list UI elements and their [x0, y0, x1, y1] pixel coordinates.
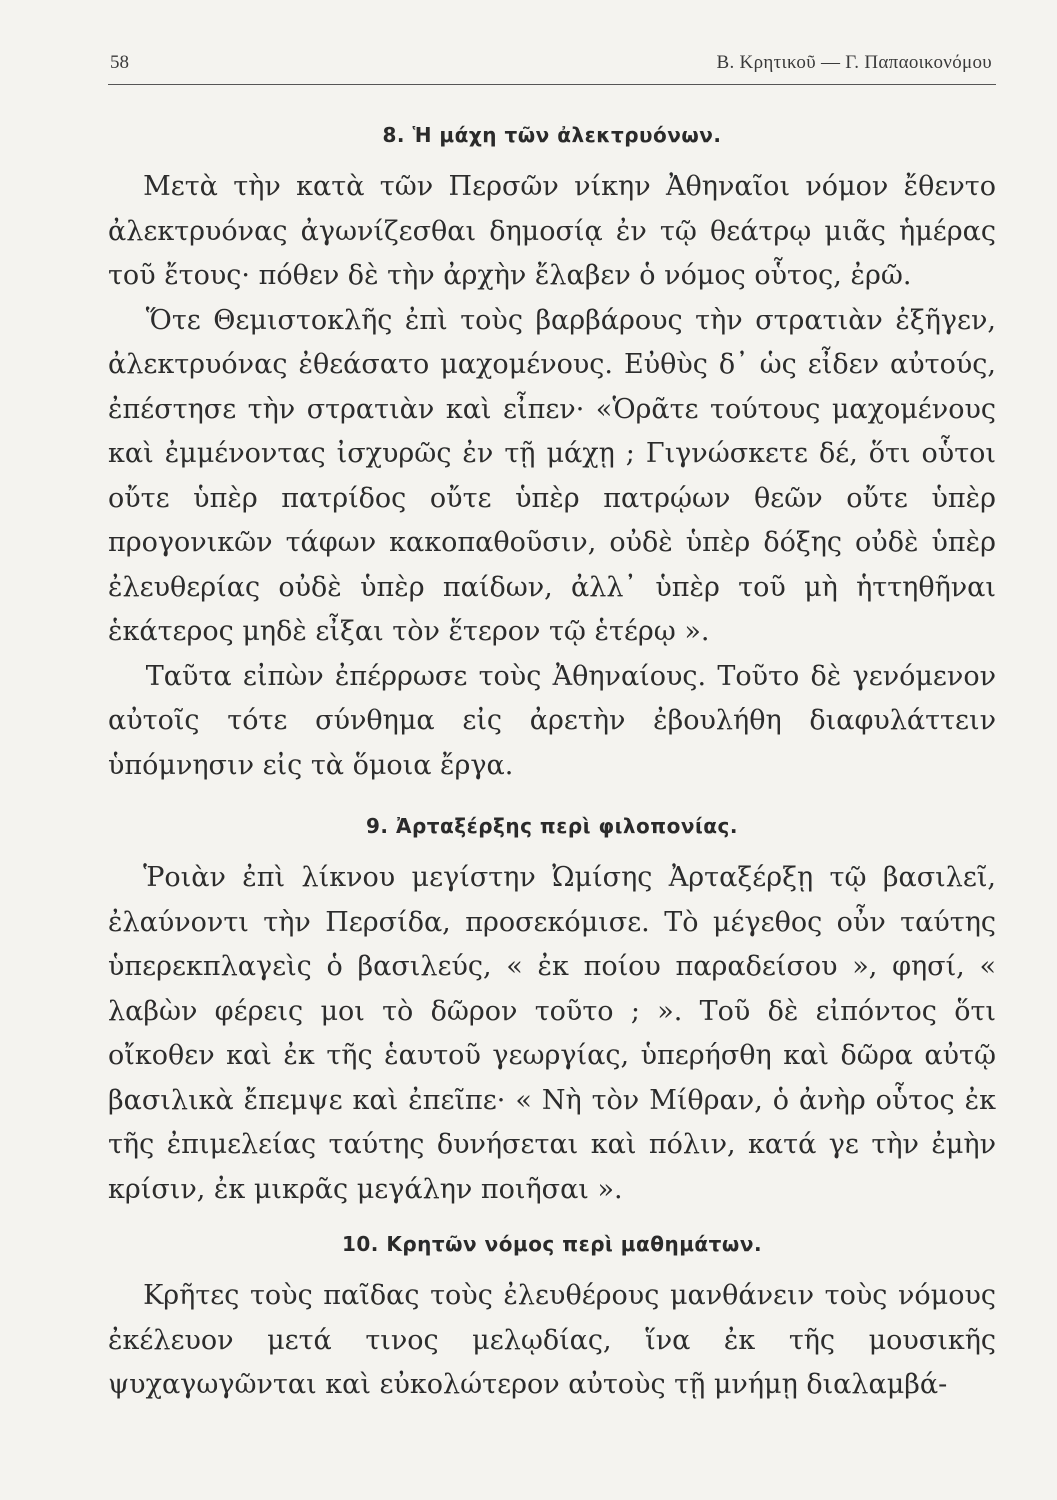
section-8-body: [108, 165, 996, 788]
paragraph: Ὅτε Θεμιστοκλῆς ἐπὶ τοὺς βαρβάρους τὴν στρατιὰν ἐξῆγεν, ἀλεκτρυόνας ἐθεάσατο μαχομένους. Εὐθὺς δ᾽ ὡς εἶδεν αὐτούς, ἐπέστησε τὴν στρατιὰν καὶ εἶπεν· «Ὁρᾶτε τούτους μαχομένους καὶ ἐμμένοντας ἰσχυρῶς ἐν τῇ μάχῃ ; Γιγνώσκετε δέ, ὅτι οὗτοι οὔτε ὑπὲρ πατρίδος οὔτε ὑπὲρ πατρῴων θεῶν οὔτε ὑπὲρ προγονικῶν τάφων κακοπαθοῦσιν, οὐδὲ ὑπὲρ δόξης οὐδὲ ὑπὲρ ἐλευθερίας οὐδὲ ὑπὲρ παίδων, ἀλλ᾽ ὑπὲρ τοῦ μὴ ἡττηθῆναι ἑκάτερος μηδὲ εἶξαι τὸν ἕτερον τῷ ἑτέρῳ ».: [108, 304, 996, 647]
paragraph: Ταῦτα εἰπὼν ἐπέρρωσε τοὺς Ἀθηναίους. Τοῦτο δὲ γενόμενον αὐτοῖς τότε σύνθημα εἰς ἀρετὴν ἐβουλήθη διαφυλάττειν ὑπόμνησιν εἰς τὰ ὅμοια ἔργα.: [108, 660, 996, 781]
section-10-title: 10. Κρητῶν νόμος περὶ μαθημάτων.: [341, 1232, 763, 1256]
section-9-title: 9. Ἀρταξέρξης περὶ φιλοπονίας.: [366, 814, 738, 838]
running-head-authors: Β. Κρητικοῦ — Γ. Παπαοικονόμου: [716, 52, 992, 73]
paragraph: Μετὰ τὴν κατὰ τῶν Περσῶν νίκην Ἀθηναῖοι νόμον ἔθεντο ἀλεκτρυόνας ἀγωνίζεσθαι δημοσίᾳ ἐν τῷ θεάτρῳ μιᾶς ἡμέρας τοῦ ἔτους· πόθεν δὲ τὴν ἀρχὴν ἔλαβεν ὁ νόμος οὗτος, ἐρῶ.: [108, 171, 996, 291]
paragraph: Κρῆτες τοὺς παῖδας τοὺς ἐλευθέρους μανθάνειν τοὺς νόμους ἐκέλευον μετά τινος μελῳδίας, ἵνα ἐκ τῆς μουσικῆς ψυχαγωγῶνται καὶ εὐκολώτερον αὐτοὺς τῇ μνήμῃ διαλαμβά-: [108, 1280, 996, 1400]
section-10-body: [108, 1274, 996, 1408]
paragraph: Ῥοιὰν ἐπὶ λίκνου μεγίστην Ὠμίσης Ἀρταξέρξῃ τῷ βασιλεῖ, ἐλαύνοντι τὴν Περσίδα, προσεκόμισε. Τὸ μέγεθος οὖν ταύτης ὑπερεκπλαγεὶς ὁ βασιλεύς, « ἐκ ποίου παραδείσου », φησί, « λαβὼν φέρεις μοι τὸ δῶρον τοῦτο ; ». Τοῦ δὲ εἰπόντος ὅτι οἴκοθεν καὶ ἐκ τῆς ἑαυτοῦ γεωργίας, ὑπερήσθη καὶ δῶρα αὐτῷ βασιλικὰ ἔπεμψε καὶ ἐπεῖπε· « Νὴ τὸν Μίθραν, ὁ ἀνὴρ οὗτος ἐκ τῆς ἐπιμελείας ταύτης δυνήσεται καὶ πόλιν, κατά γε τὴν ἐμὴν κρίσιν, ἐκ μικρᾶς μεγάλην ποιῆσαι ».: [108, 862, 996, 1205]
section-8-title: 8. Ἡ μάχη τῶν ἀλεκτρυόνων.: [382, 123, 722, 147]
running-head: [108, 40, 996, 85]
page-number: 58: [110, 52, 129, 73]
book-page: [108, 40, 996, 1480]
section-9-body: [108, 856, 996, 1212]
